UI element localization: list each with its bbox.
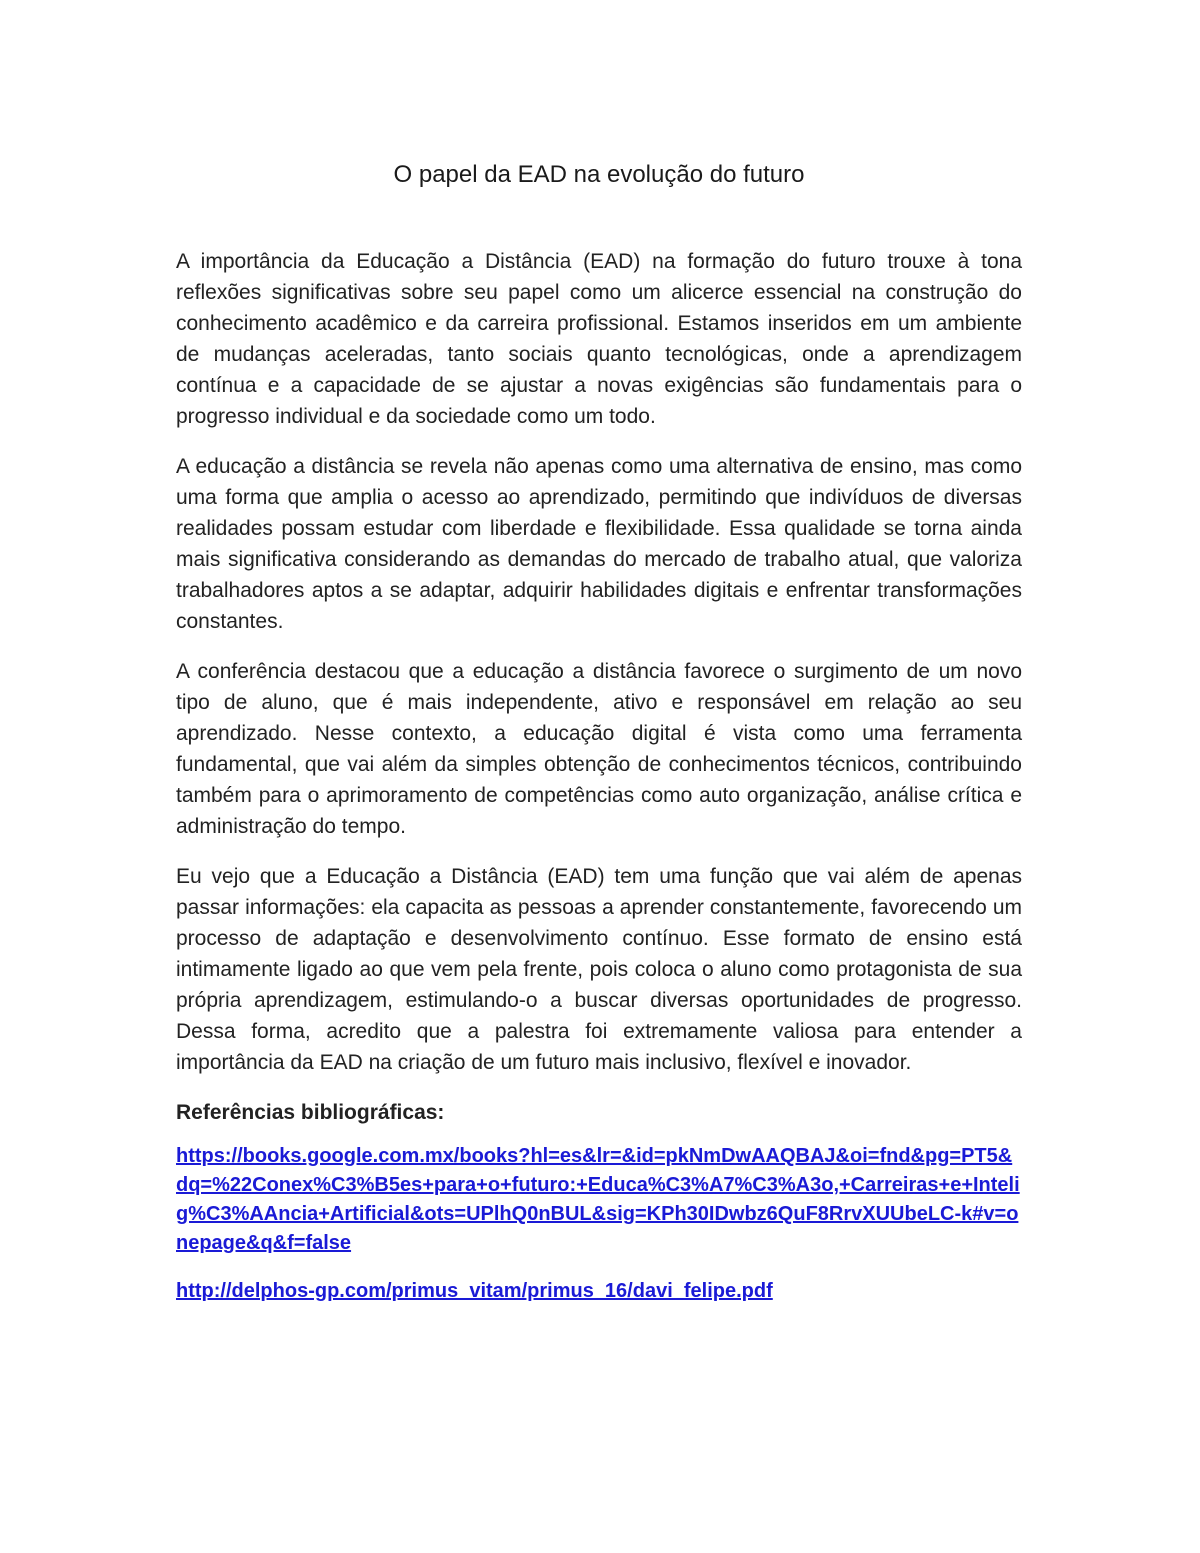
paragraph-3: A conferência destacou que a educação a distância favorece o surgimento de um novo tipo de aluno, que é mais independente, ativo e responsável em relação ao seu aprendizado. Nesse contexto, a educação digital é vista como uma ferramenta fundamental, que vai além da simples obtenção de conhecimentos técnicos, contribuindo também para o aprimoramento de competências como auto organização, análise crítica e administração do tempo. [176,660,1022,838]
document-body [176,246,1022,1306]
references-heading: Referências bibliográficas: [176,1101,445,1124]
paragraph-4: Eu vejo que a Educação a Distância (EAD) tem uma função que vai além de apenas passar informações: ela capacita as pessoas a aprender constantemente, favorecendo um processo de adaptação e desenvolvimento contínuo. Esse formato de ensino está intimamente ligado ao que vem pela frente, pois coloca o aluno como protagonista de sua própria aprendizagem, estimulando-o a buscar diversas oportunidades de progresso. Dessa forma, acredito que a palestra foi extremamente valiosa para entender a importância da EAD na criação de um futuro mais inclusivo, flexível e inovador. [176,865,1022,1074]
paragraph-2: A educação a distância se revela não apenas como uma alternativa de ensino, mas como uma forma que amplia o acesso ao aprendizado, permitindo que indivíduos de diversas realidades possam estudar com liberdade e flexibilidade. Essa qualidade se torna ainda mais significativa considerando as demandas do mercado de trabalho atual, que valoriza trabalhadores aptos a se adaptar, adquirir habilidades digitais e enfrentar transformações constantes. [176,455,1022,633]
document-content [176,160,1022,1325]
document-title: O papel da EAD na evolução do futuro [393,161,805,188]
paragraph-1: A importância da Educação a Distância (EAD) na formação do futuro trouxe à tona reflexões significativas sobre seu papel como um alicerce essencial na construção do conhecimento acadêmico e da carreira profissional. Estamos inseridos em um ambiente de mudanças aceleradas, tanto sociais quanto tecnológicas, onde a aprendizagem contínua e a capacidade de se ajustar a novas exigências são fundamentais para o progresso individual e da sociedade como um todo. [176,250,1022,428]
reference-link-delphos[interactable]: http://delphos-gp.com/primus_vitam/primus_16/davi_felipe.pdf [176,1280,773,1302]
reference-link-google-books[interactable]: https://books.google.com.mx/books?hl=es&lr=&id=pkNmDwAAQBAJ&oi=fnd&pg=PT5&dq=%22Conex%C3%B5es+para+o+futuro:+Educa%C3%A7%C3%A3o,+Carreiras+e+Intelig%C3%AAncia+Artificial&ots=UPlhQ0nBUL&sig=KPh30IDwbz6QuF8RrvXUUbeLC-k#v=onepage&q&f=false [176,1145,1020,1254]
